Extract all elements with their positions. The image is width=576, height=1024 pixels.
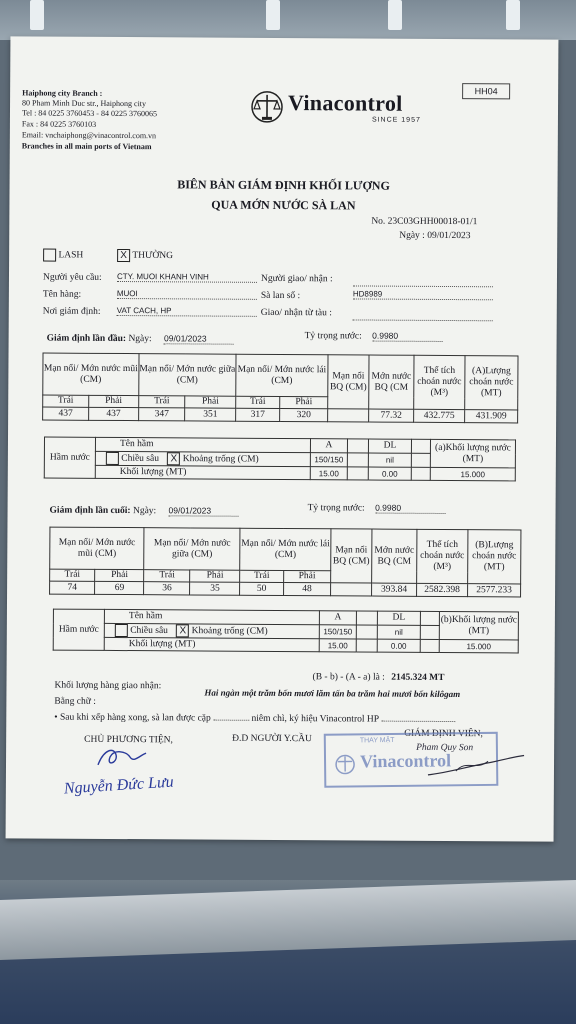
doc-date: Ngày : 09/01/2023 (399, 230, 471, 242)
initial-density-line (305, 330, 443, 342)
avg-freeboard-value (328, 409, 369, 422)
header-aft: Mạn nổi/ Mớn nước lái (CM) (236, 354, 328, 397)
deliverer-line (353, 285, 493, 287)
final-date: 09/01/2023 (169, 505, 239, 516)
header-port: Trái (240, 570, 284, 582)
stamp-top-text: THAY MẶT (359, 736, 395, 745)
ullage-checkbox: X (167, 452, 180, 465)
initial-draft-table (42, 353, 518, 424)
branch-name: Haiphong city Branch : (22, 88, 103, 98)
hold-col-dl: DL (368, 439, 411, 453)
formula-text: (B - b) - (A - a) là : (312, 672, 385, 683)
final-density-label: Tỷ trọng nước: (307, 503, 365, 514)
volume-value: 2582.398 (417, 583, 468, 596)
cargo-label: Tên hàng: (42, 289, 82, 300)
fwd-stbd-value: 69 (95, 581, 144, 594)
header-stbd: Phải (95, 569, 144, 581)
header-displacement: (A)Lượng choán nước (MT) (465, 356, 518, 410)
header-fwd: Mạn nổi/ Mớn nước mũi (CM) (50, 527, 145, 570)
hold-label: Hầm nước (53, 609, 104, 650)
title-line-1: BIÊN BẢN GIÁM ĐỊNH KHỐI LƯỢNG (177, 177, 390, 193)
seal-note-b: niêm chì, ký hiệu Vinacontrol HP (251, 713, 379, 725)
hold-weight-dl: 0.00 (368, 467, 411, 480)
header-stbd: Phải (185, 396, 236, 408)
aft-port-value: 50 (240, 582, 284, 595)
fwd-stbd-value: 437 (89, 407, 139, 420)
header-port: Trái (138, 396, 185, 408)
hold-weight-label: Khối lượng (MT) (104, 637, 319, 651)
requester-label: Người yêu cầu: (42, 272, 102, 283)
header-avg-freeboard: Mạn nổi BQ (CM) (328, 355, 369, 409)
requester-value: CTY. MUOI KHANH VINH (117, 272, 257, 283)
initial-density: 0.9980 (372, 331, 442, 342)
handwritten-name: Nguyễn Đức Lưu (63, 773, 175, 798)
doc-code: HH04 (462, 83, 510, 99)
delivered-formula (313, 672, 445, 683)
surveyor-name: Pham Quy Son (416, 742, 474, 754)
hold-result: 15.000 (439, 639, 518, 652)
barge-type-lash (43, 249, 83, 262)
surveyor-signature-label: GIÁM ĐỊNH VIÊN, (404, 728, 483, 740)
header-aft: Mạn nổi/ Mớn nước lái (CM) (240, 528, 331, 571)
ullage-label: Khoảng trống (CM) (191, 626, 268, 637)
ullage-label: Khoảng trống (CM) (182, 454, 259, 465)
displacement-value: 431.909 (465, 410, 518, 423)
aft-stbd-value: 320 (280, 408, 328, 421)
branch-tel: Tel : 84 0225 3760453 - 84 0225 3760065 (21, 108, 158, 119)
hold-name-label: Tên hầm (104, 609, 319, 624)
final-survey-line (50, 505, 239, 517)
header-port: Trái (50, 569, 95, 581)
seal-note (54, 713, 455, 725)
from-ship-label: Giao/ nhận từ tàu : (260, 307, 332, 319)
stamp-name: Vinacontrol (359, 750, 452, 772)
header-stbd: Phải (89, 395, 139, 407)
hold-name-label: Tên hầm (95, 437, 310, 452)
hold-result-label: (b)Khối lượng nước (MT) (439, 611, 518, 639)
mid-stbd-value: 351 (185, 408, 236, 421)
fwd-port-value: 74 (50, 581, 95, 594)
hold-a-value: 150/150 (310, 453, 347, 467)
hold-weight-label: Khối lượng (MT) (95, 465, 310, 479)
stamp-scales-icon (334, 753, 356, 780)
seal-bullet: • (54, 712, 58, 723)
header-port: Trái (43, 395, 89, 407)
aft-port-value: 317 (236, 408, 280, 421)
lash-checkbox (43, 249, 56, 262)
words-value: Hai ngàn một trăm bốn mươi lăm tấn ba trăm hai mươi bốn kilôgam (204, 687, 461, 700)
displacement-value: 2577.233 (468, 584, 521, 597)
header-avg-draft: Mớn nước BQ (CM (372, 529, 417, 583)
ceiling-light (506, 0, 520, 30)
header-mid: Mạn nổi/ Mớn nước giữa (CM) (144, 528, 240, 571)
header-volume: Thể tích choán nước (M³) (417, 529, 468, 583)
ceiling-light (30, 0, 44, 30)
depth-label: Chiều sâu (130, 625, 168, 636)
delivered-label: Khối lượng hàng giao nhận: (54, 680, 162, 692)
deliverer-label: Người giao/ nhận : (260, 273, 333, 285)
initial-density-label: Tỷ trọng nước: (304, 331, 362, 342)
initial-date: 09/01/2023 (164, 333, 234, 344)
logo-since: SINCE 1957 (371, 116, 421, 124)
branch-address: 80 Pham Minh Duc str., Haiphong city (22, 98, 147, 109)
fwd-port-value: 437 (43, 407, 89, 420)
surveyor-signature-mark (426, 751, 526, 785)
scales-logo-icon (250, 90, 284, 129)
header-volume: Thể tích choán nước (M³) (414, 355, 465, 409)
lash-label: LASH (58, 250, 84, 261)
branch-fax: Fax : 84 0225 3760103 (21, 119, 97, 129)
hold-a-value: 150/150 (319, 625, 356, 639)
final-date-label: Ngày: (132, 506, 157, 517)
barge-no-value: HD8989 (353, 289, 493, 300)
branch-email: Email: vnchaiphong@vinacontrol.com.vn (21, 130, 157, 141)
header-port: Trái (236, 396, 280, 408)
ceiling-light (388, 0, 402, 30)
logo-name: Vinacontrol (287, 90, 403, 116)
aft-stbd-value: 48 (283, 583, 330, 596)
depth-checkbox (106, 452, 119, 465)
document-page (6, 36, 559, 841)
ceiling-light (266, 0, 280, 30)
thuong-checkbox: X (117, 249, 130, 262)
thuong-label: THƯỜNG (132, 250, 173, 262)
background-top (0, 0, 576, 40)
header-avg-freeboard: Mạn nổi BQ (CM) (331, 529, 372, 583)
mid-stbd-value: 35 (190, 582, 240, 595)
hold-col-dl: DL (377, 611, 420, 625)
header-stbd: Phải (283, 571, 330, 583)
title-line-2: QUA MỚN NƯỚC SÀ LAN (211, 197, 356, 213)
place-label: Nơi giám định: (42, 306, 101, 317)
header-displacement: (B)Lượng choán nước (MT) (468, 530, 521, 584)
mid-port-value: 347 (138, 408, 185, 421)
hold-method (95, 451, 310, 466)
ullage-checkbox: X (176, 624, 189, 637)
header-stbd: Phải (190, 570, 240, 582)
header-avg-draft: Mớn nước BQ (CM (369, 355, 414, 409)
owner-signature-label: CHỦ PHƯƠNG TIỆN, (84, 734, 173, 746)
initial-survey-line (47, 333, 235, 345)
hold-method (104, 623, 319, 638)
branch-ports: Branches in all main ports of Vietnam (21, 141, 152, 152)
hold-weight-dl: 0.00 (377, 639, 420, 652)
hold-col-a: A (310, 439, 347, 453)
final-density: 0.9980 (375, 503, 445, 514)
initial-hold-table (44, 437, 516, 482)
avg-draft-value: 77.32 (369, 409, 414, 422)
hold-dl-value: nil (377, 625, 420, 639)
avg-freeboard-value (331, 583, 372, 596)
hold-result: 15.000 (430, 467, 515, 481)
hold-dl-value: nil (368, 453, 411, 467)
seal-note-a: Sau khi xếp hàng xong, sà lan được cặp (59, 712, 211, 724)
place-value: VAT CACH, HP (117, 306, 257, 317)
depth-label: Chiều sâu (121, 453, 160, 464)
requester-signature-label: Đ.D NGƯỜI Y.CẦU (232, 733, 312, 745)
header-mid: Mạn nổi/ Mớn nước giữa (CM) (139, 354, 236, 397)
final-label: Giám định lần cuối: (49, 505, 131, 517)
initial-date-label: Ngày: (128, 334, 152, 345)
doc-number: No. 23C03GHH00018-01/1 (371, 216, 478, 228)
hold-weight-a: 15.00 (319, 639, 356, 652)
hold-col-a: A (319, 611, 356, 625)
hold-label: Hầm nước (44, 437, 95, 478)
final-hold-table (53, 609, 519, 654)
mid-port-value: 36 (144, 582, 190, 595)
from-ship-line (353, 319, 493, 321)
delivered-total: 2145.324 MT (391, 672, 445, 683)
avg-draft-value: 393.84 (372, 583, 417, 596)
header-fwd: Mạn nổi/ Mớn nước mũi (CM) (43, 353, 139, 396)
final-density-line (308, 502, 446, 514)
hold-weight-a: 15.00 (310, 467, 347, 480)
header-stbd: Phải (280, 396, 328, 408)
volume-value: 432.775 (414, 409, 465, 422)
words-label: Bằng chữ : (54, 696, 96, 707)
hold-result-label: (a)Khối lượng nước (MT) (430, 439, 515, 468)
cargo-value: MUOI (117, 289, 257, 300)
depth-checkbox (115, 624, 128, 637)
initial-label: Giám định lần đầu: (46, 333, 127, 345)
final-draft-table (49, 527, 521, 598)
owner-signature-mark (92, 745, 152, 776)
barge-no-label: Sà lan số : (260, 290, 301, 302)
header-port: Trái (144, 570, 190, 582)
barge-type-thuong (117, 249, 173, 262)
